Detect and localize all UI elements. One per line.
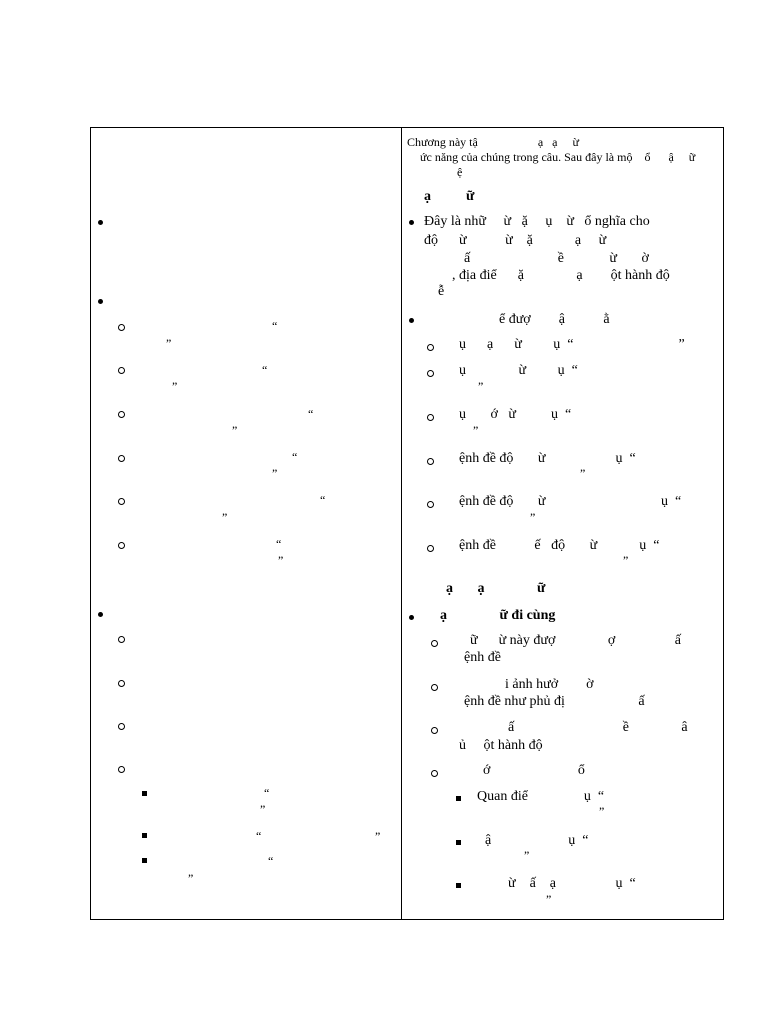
close-quote: ” (623, 553, 629, 567)
close-quote: ” (166, 336, 172, 350)
sub-bullet (118, 636, 125, 643)
example-line: ụ ạ ừ ụ “ ” (459, 337, 685, 352)
sub-bullet (118, 680, 125, 687)
open-quote: “ (268, 854, 274, 868)
paragraph-line: ễ (438, 284, 445, 299)
section-heading-2: ạ ạ ữ (446, 581, 546, 596)
square-bullet (142, 833, 147, 838)
bullet (409, 318, 414, 323)
paragraph-line: ớ ổ (483, 763, 585, 778)
bullet (409, 220, 414, 225)
square-bullet (456, 796, 461, 801)
bullet (98, 299, 103, 304)
bullet (98, 220, 103, 225)
example-line: ụ ừ ụ “ (459, 363, 578, 378)
close-quote: ” (172, 379, 178, 393)
example-line: ụ ớ ừ ụ “ (459, 407, 572, 422)
square-bullet (142, 791, 147, 796)
paragraph-line: i ảnh hưở ờ (505, 677, 594, 692)
open-quote: “ (256, 829, 262, 843)
example-line: ệnh đề độ ừ ụ “ (459, 451, 636, 466)
example-line: ệnh đề độ ừ ụ “ (459, 494, 682, 509)
close-quote: ” (278, 553, 284, 567)
sub-bullet (427, 344, 434, 351)
sub-bullet (427, 370, 434, 377)
intro-line-2: ức năng của chúng trong câu. Sau đây là mộ ổ ậ ữ (420, 150, 696, 164)
sub-bullet (431, 770, 438, 777)
sub-bullet (431, 684, 438, 691)
paragraph-line: ủ ột hành độ (459, 738, 543, 753)
paragraph-line: Đây là nhữ ừ ặ ụ ừ ổ nghĩa cho (424, 214, 650, 229)
open-quote: “ (276, 537, 282, 551)
example-line: Quan điể ụ “ (477, 789, 605, 804)
paragraph-line: , địa điể ặ ạ ột hành độ (452, 268, 670, 283)
intro-line-1: Chương này tậ ạ ạ ừ (407, 135, 579, 149)
paragraph-line: ữ ừ này đượ ợ ấ (470, 633, 681, 648)
paragraph-line: ấ ề ừ ờ (464, 251, 649, 266)
example-line: ệnh đề ế độ ừ ụ “ (459, 538, 660, 553)
close-quote: ” (188, 871, 194, 885)
sub-bullet (427, 414, 434, 421)
open-quote: “ (264, 786, 270, 800)
sub-bullet (431, 727, 438, 734)
sub-bullet (431, 640, 438, 647)
square-bullet (142, 858, 147, 863)
close-quote: ” (260, 802, 266, 816)
close-quote: ” (375, 829, 381, 843)
sub-bullet (118, 723, 125, 730)
sub-bullet (427, 501, 434, 508)
sub-bullet (118, 455, 125, 462)
close-quote: ” (599, 804, 605, 818)
sub-bullet (427, 458, 434, 465)
paragraph-line: độ ừ ừ ặ ạ ừ (424, 233, 607, 248)
open-quote: “ (272, 319, 278, 333)
open-quote: “ (292, 450, 298, 464)
close-quote: ” (232, 423, 238, 437)
paragraph-line: ể đượ ậ ằ (499, 312, 610, 327)
open-quote: “ (308, 407, 314, 421)
sub-bullet (427, 545, 434, 552)
close-quote: ” (546, 892, 552, 906)
square-bullet (456, 840, 461, 845)
column-divider (401, 127, 402, 920)
open-quote: “ (262, 363, 268, 377)
sub-bullet (118, 766, 125, 773)
subsection-heading: ạ ữ đi cùng (440, 608, 556, 623)
sub-bullet (118, 542, 125, 549)
two-column-table (90, 127, 724, 920)
close-quote: ” (478, 379, 484, 393)
close-quote: ” (222, 510, 228, 524)
example-line: ậ ụ “ (485, 833, 589, 848)
close-quote: ” (272, 466, 278, 480)
paragraph-line: ấ ề â (508, 720, 688, 735)
sub-bullet (118, 324, 125, 331)
paragraph-line: ệnh đề như phủ đị ấ (464, 694, 645, 709)
square-bullet (456, 883, 461, 888)
example-line: ừ ấ ạ ụ “ (508, 876, 636, 891)
sub-bullet (118, 498, 125, 505)
sub-bullet (118, 367, 125, 374)
section-heading-1: ạ ữ (424, 189, 475, 204)
close-quote: ” (473, 423, 479, 437)
close-quote: ” (530, 510, 536, 524)
paragraph-line: ệnh đề (464, 650, 501, 665)
close-quote: ” (580, 466, 586, 480)
sub-bullet (118, 411, 125, 418)
close-quote: ” (524, 848, 530, 862)
bullet (409, 615, 414, 620)
bullet (98, 612, 103, 617)
open-quote: “ (320, 493, 326, 507)
intro-line-3: ệ (457, 165, 463, 179)
